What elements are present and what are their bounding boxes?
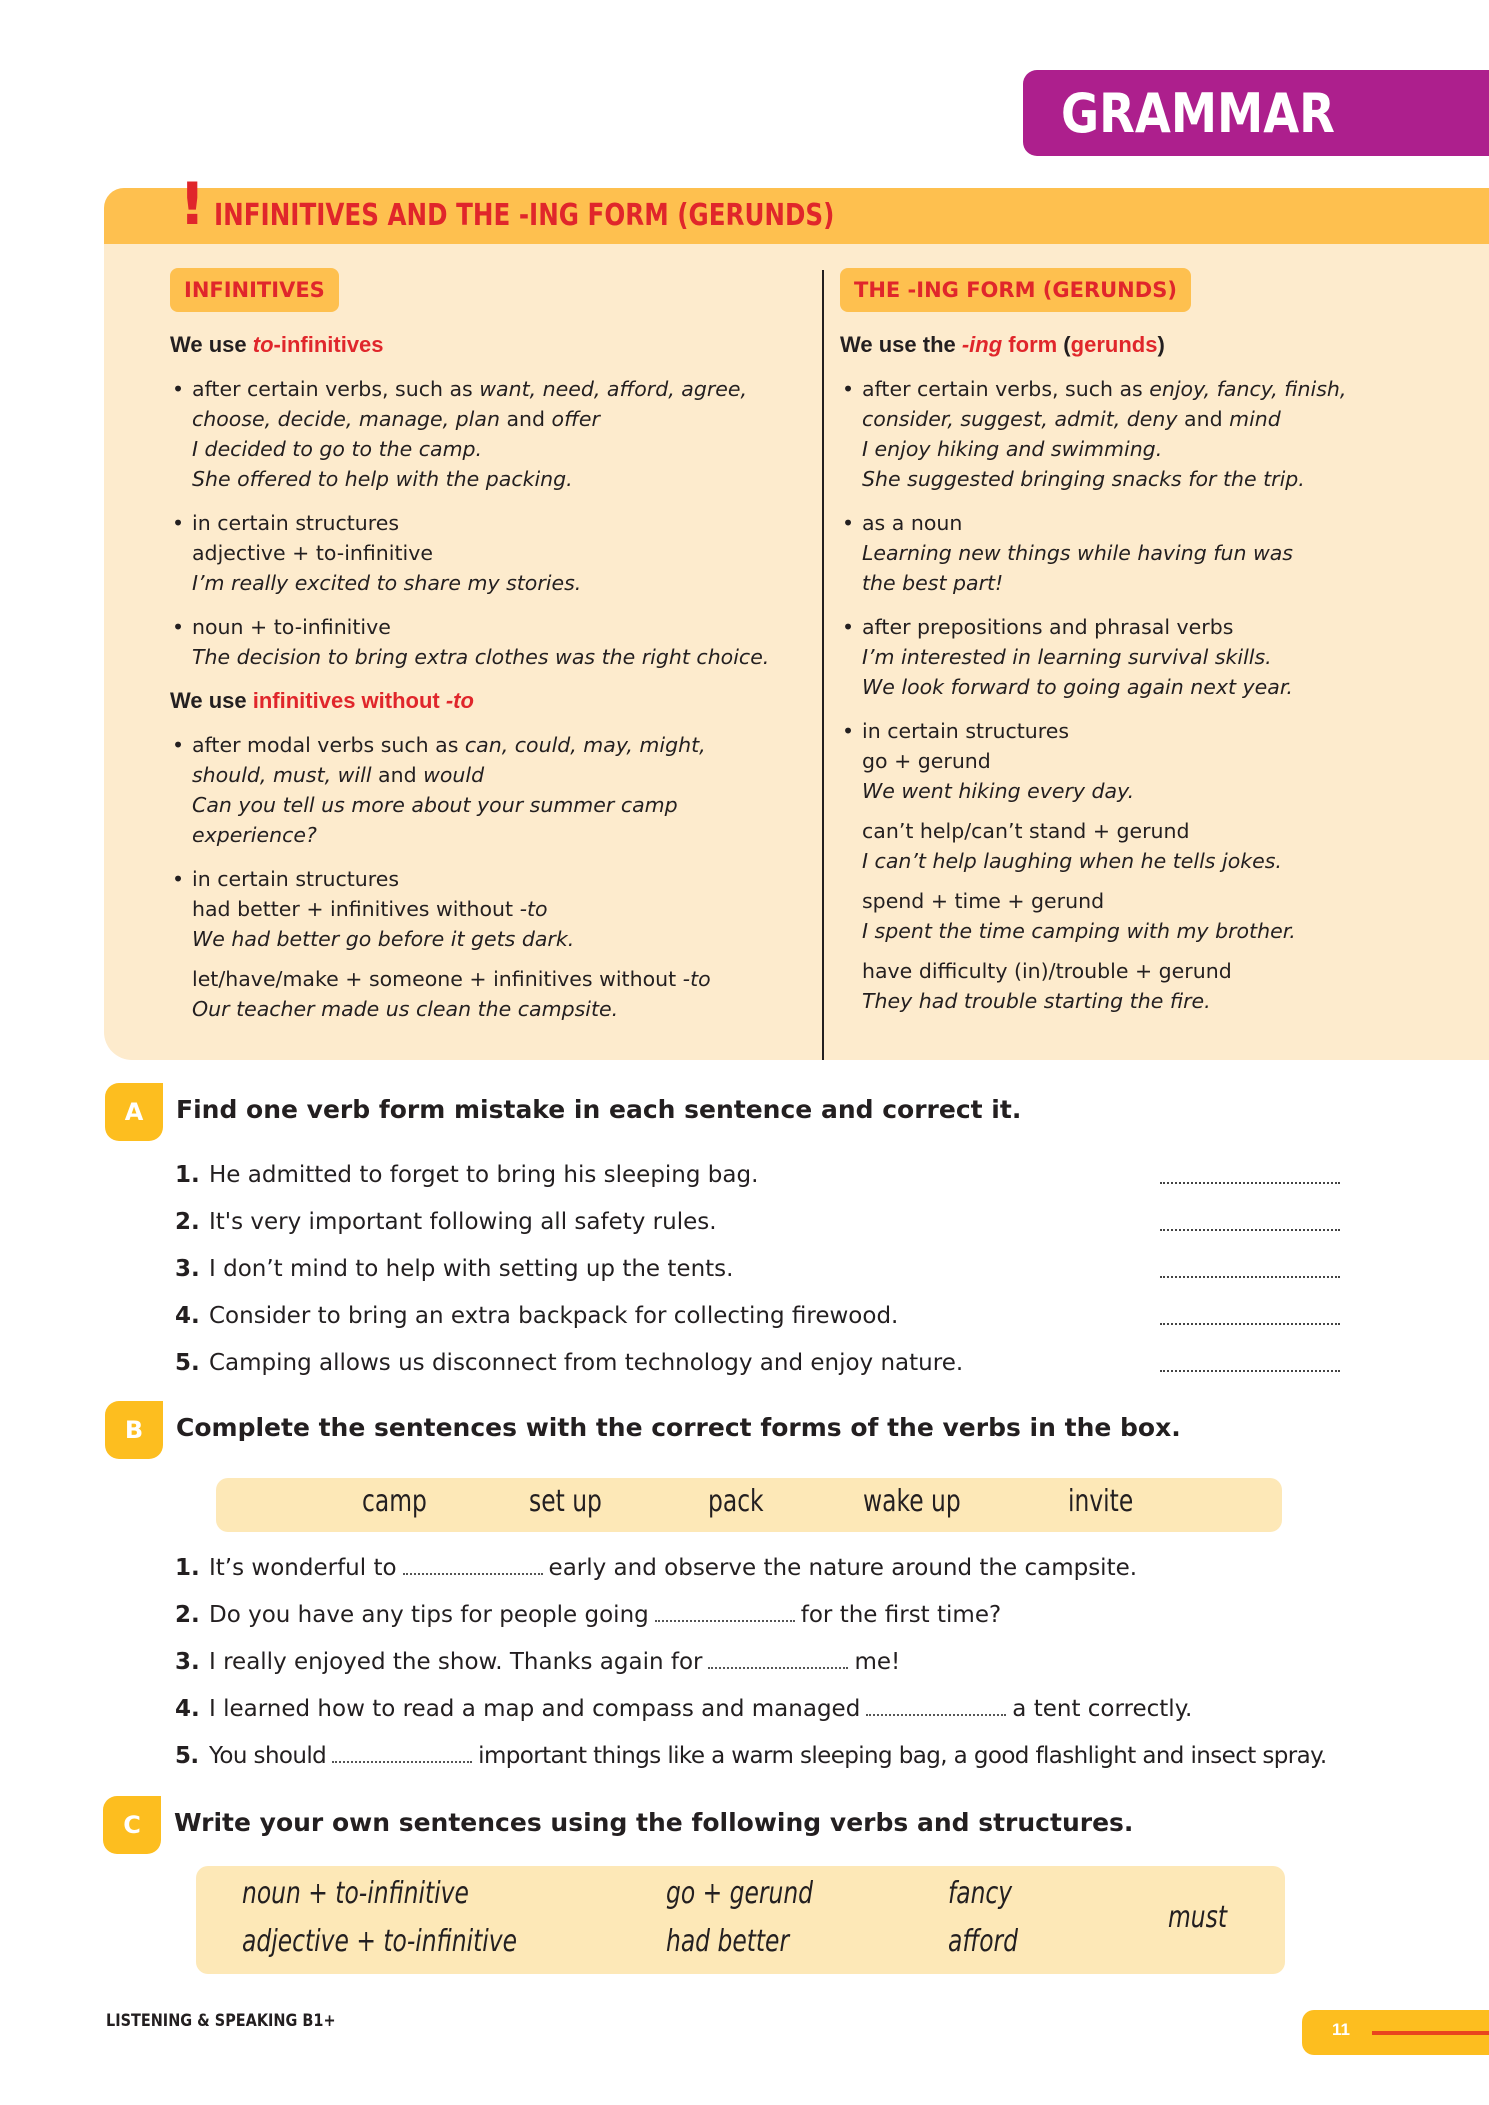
exercise-b-item: 2. Do you have any tips for people going for the first time?: [175, 1602, 1002, 1628]
gap-field[interactable]: [655, 1620, 795, 1622]
exercise-a-item: 5. Camping allows us disconnect from technology and enjoy nature.: [175, 1340, 963, 1387]
column-divider: [822, 270, 824, 1060]
section-tag: [1023, 70, 1489, 156]
exercise-b-item: 4. I learned how to read a map and compass and managed a tent correctly.: [175, 1696, 1193, 1722]
word-chip: invite: [1068, 1484, 1134, 1519]
grammar-reference-box: [104, 170, 1489, 1060]
exercise-b-item: 3. I really enjoyed the show. Thanks again for me!: [175, 1649, 901, 1675]
word-chip: wake up: [863, 1484, 961, 1519]
exercise-a-item: 2. It's very important following all safety rules.: [175, 1199, 963, 1246]
bare-infinitive-rules: [170, 730, 810, 1024]
page-number-tab: [1302, 2010, 1489, 2055]
infinitives-without-to-heading: We use infinitives without -to: [170, 688, 474, 713]
infinitives-pill: INFINITIVES: [170, 268, 339, 312]
structure-chip: noun + to-infinitive: [242, 1876, 469, 1911]
book-title: LISTENING & SPEAKING B1+: [106, 2011, 336, 2031]
exercise-c-badge: C: [103, 1796, 161, 1854]
to-infinitive-rules: [170, 374, 810, 672]
answer-field[interactable]: [1160, 1276, 1340, 1278]
exercise-a-list: [175, 1152, 963, 1387]
exercise-a-title: Find one verb form mistake in each sentence and correct it.: [176, 1095, 1022, 1124]
structures-word-box: [196, 1866, 1285, 1974]
exercise-b-badge: B: [105, 1401, 163, 1459]
gap-field[interactable]: [866, 1714, 1006, 1716]
structure-chip: go + gerund: [666, 1876, 814, 1911]
answer-field[interactable]: [1160, 1182, 1340, 1184]
gerunds-column: [840, 268, 1480, 1030]
answer-field[interactable]: [1160, 1229, 1340, 1231]
page-number: 11: [1332, 2020, 1350, 2039]
ing-form-heading: We use the -ing form (gerunds): [840, 332, 1165, 357]
gap-field[interactable]: [708, 1667, 848, 1669]
word-chip: pack: [708, 1484, 764, 1519]
rule-item: • after prepositions and phrasal verbs I’m interested in learning survival skills. We look forward to going again next year.: [842, 615, 1293, 699]
exercise-b-item: 5. You should important things like a warm sleeping bag, a good flashlight and insect spray.: [175, 1743, 1327, 1769]
structure-chip: had better: [666, 1924, 790, 1959]
answer-field[interactable]: [1160, 1323, 1340, 1325]
gap-field[interactable]: [332, 1761, 472, 1763]
structure-chip: afford: [948, 1924, 1019, 1959]
word-chip: set up: [529, 1484, 602, 1519]
rule-item: • after certain verbs, such as want, need, afford, agree, choose, decide, manage, plan and offer I decided to go to the camp. She offered to help with the packing.: [172, 377, 748, 491]
structure-chip: fancy: [948, 1876, 1013, 1911]
rule-item: • noun + to-infinitive The decision to bring extra clothes was the right choice.: [172, 615, 770, 669]
section-tag-label: GRAMMAR: [1061, 81, 1335, 145]
rule-item: • after modal verbs such as can, could, may, might, should, must, will and would Can you tell us more about your summer camp experience?: [172, 733, 706, 847]
exercise-a-item: 1. He admitted to forget to bring his sleeping bag.: [175, 1152, 963, 1199]
rule-item: • in certain structures had better + infinitives without -to We had better go before it gets dark. let/have/make + someone + infinitives without -to Our teacher made us clean the campsite.: [172, 867, 711, 1021]
exercise-a-item: 3. I don’t mind to help with setting up the tents.: [175, 1246, 963, 1293]
verb-word-box: [216, 1478, 1282, 1532]
rule-item: • in certain structures go + gerund We went hiking every day. can’t help/can’t stand + gerund I can’t help laughing when he tells jokes. spend + time + gerund I spent the time camping with my brother. have difficulty (in)/trouble + gerund They had trouble starting the fire.: [842, 719, 1296, 1013]
exercise-b-list: [175, 1545, 1327, 1780]
grammar-box-header: [104, 170, 1489, 244]
gap-field[interactable]: [403, 1573, 543, 1575]
exercise-a-item: 4. Consider to bring an extra backpack for collecting firewood.: [175, 1293, 963, 1340]
exercise-b-item: 1. It’s wonderful to early and observe the nature around the campsite.: [175, 1555, 1138, 1581]
exercise-b-title: Complete the sentences with the correct forms of the verbs in the box.: [176, 1413, 1181, 1442]
rule-item: • in certain structures adjective + to-infinitive I’m really excited to share my stories.: [172, 511, 582, 595]
exercise-a-badge: A: [105, 1083, 163, 1141]
grammar-box-title: INFINITIVES AND THE -ING FORM (GERUNDS): [214, 198, 835, 233]
answer-field[interactable]: [1160, 1370, 1340, 1372]
structure-chip: adjective + to-infinitive: [242, 1924, 517, 1959]
gerund-rules: [840, 374, 1480, 1016]
structure-chip: must: [1168, 1900, 1227, 1935]
exclamation-icon: !: [179, 170, 206, 238]
decorative-rule: [1372, 2031, 1489, 2035]
gerunds-pill: THE -ING FORM (GERUNDS): [840, 268, 1191, 312]
to-infinitives-heading: We use to-infinitives: [170, 332, 384, 357]
rule-item: • after certain verbs, such as enjoy, fancy, finish, consider, suggest, admit, deny and mind I enjoy hiking and swimming. She suggested bringing snacks for the trip.: [842, 377, 1347, 491]
rule-item: • as a noun Learning new things while having fun was the best part!: [842, 511, 1293, 595]
word-chip: camp: [362, 1484, 427, 1519]
infinitives-column: [170, 268, 810, 1038]
exercise-c-title: Write your own sentences using the following verbs and structures.: [174, 1808, 1134, 1837]
